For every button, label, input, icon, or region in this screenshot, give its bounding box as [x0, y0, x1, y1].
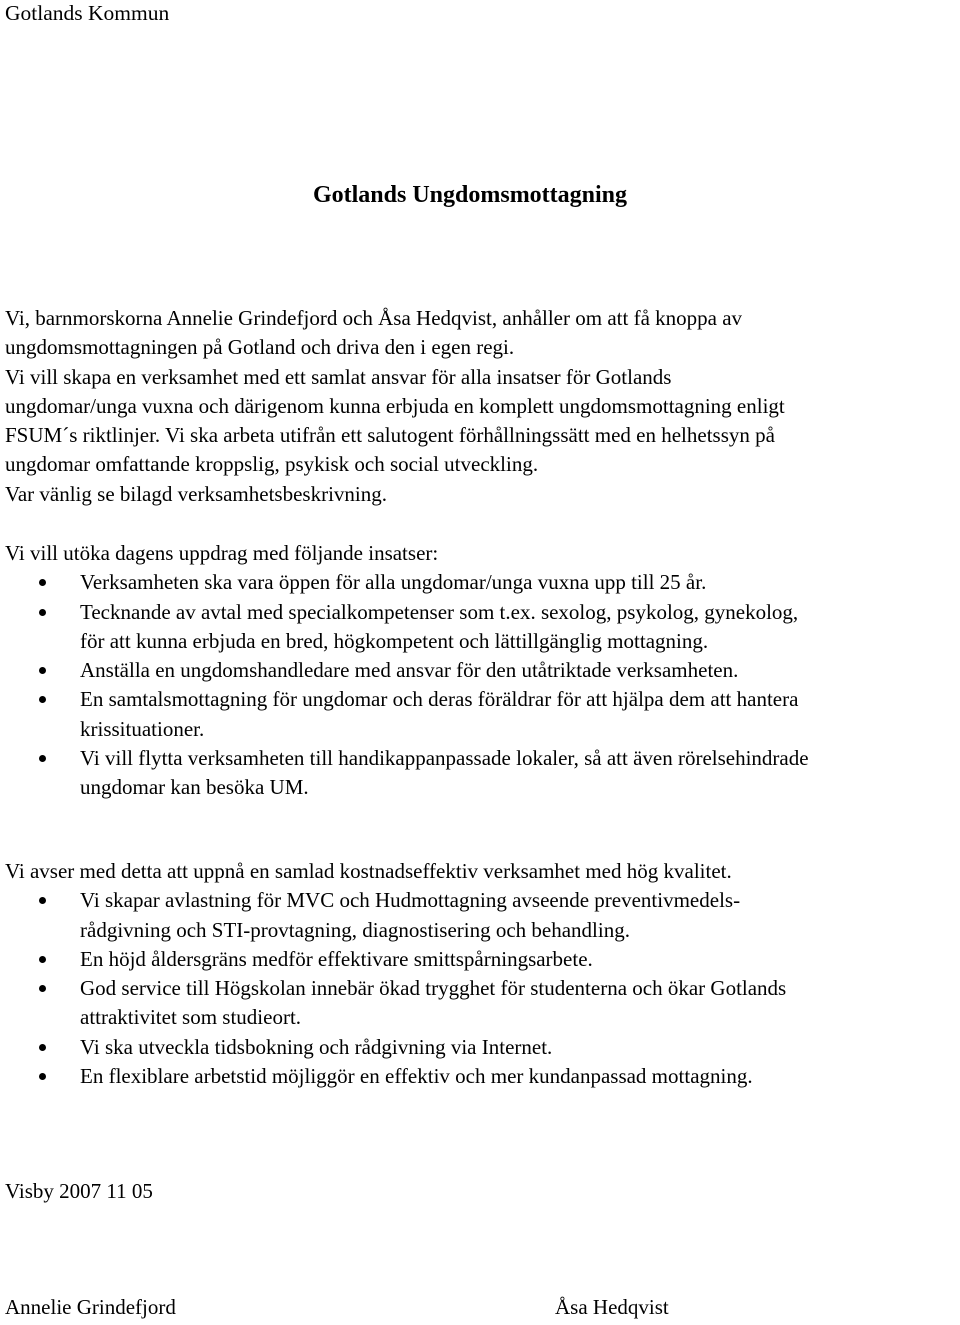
bullet-icon	[39, 1044, 46, 1051]
list-item-line: God service till Högskolan innebär ökad trygghet för studenterna och ökar Gotlands	[80, 976, 787, 1001]
expansion-section	[5, 539, 809, 803]
list-item-line: Anställa en ungdomshandledare med ansvar för den utåtriktade verksamheten.	[80, 658, 739, 683]
list-item-line: En samtalsmottagning för ungdomar och deras föräldrar för att hjälpa dem att hantera	[80, 687, 799, 712]
goals-heading: Vi avser med detta att uppnå en samlad kostnadseffektiv verksamhet med hög kvalitet.	[5, 859, 732, 883]
bullet-icon	[39, 696, 46, 703]
list-item-line: En höjd åldersgräns medför effektivare smittspårningsarbete.	[80, 946, 593, 971]
intro-line: Vi, barnmorskorna Annelie Grindefjord och Åsa Hedqvist, anhåller om att få knoppa av	[5, 306, 743, 330]
list-item-line: En flexiblare arbetstid möjliggör en effektiv och mer kundanpassad mottagning.	[80, 1064, 753, 1089]
list-item	[5, 598, 809, 657]
bullet-icon	[39, 985, 46, 992]
intro-line: ungdomsmottagningen på Gotland och driva den i egen regi.	[5, 335, 515, 360]
list-item-line: krissituationer.	[80, 716, 205, 741]
organization-header: Gotlands Kommun	[5, 1, 170, 25]
document-title: Gotlands Ungdomsmottagning	[312, 182, 628, 208]
bullet-icon	[39, 897, 46, 904]
intro-paragraph	[5, 304, 785, 509]
list-item-line: ungdomar kan besöka UM.	[80, 775, 309, 800]
list-item-line: attraktivitet som studieort.	[80, 1005, 302, 1030]
intro-line: ungdomar/unga vuxna och därigenom kunna erbjuda en komplett ungdomsmottagning enligt	[5, 393, 785, 418]
expansion-heading: Vi vill utöka dagens uppdrag med följande insatser:	[5, 541, 439, 565]
list-item-line: för att kunna erbjuda en bred, högkompetent och lättillgänglig mottagning.	[80, 628, 709, 653]
bullet-icon	[39, 755, 46, 762]
expansion-list	[5, 568, 809, 802]
place-date: Visby 2007 11 05	[5, 1179, 153, 1203]
list-item	[5, 945, 786, 974]
bullet-icon	[39, 609, 46, 616]
list-item-line: Vi ska utveckla tidsbokning och rådgivning via Internet.	[80, 1034, 553, 1059]
bullet-icon	[39, 667, 46, 674]
list-item-line: Vi skapar avlastning för MVC och Hudmottagning avseende preventivmedels-	[80, 888, 741, 913]
list-item-line: Verksamheten ska vara öppen för alla ungdomar/unga vuxna upp till 25 år.	[80, 570, 707, 595]
intro-line: ungdomar omfattande kroppslig, psykisk och social utveckling.	[5, 452, 539, 477]
list-item	[5, 1062, 786, 1091]
bullet-icon	[39, 956, 46, 963]
list-item	[5, 1033, 786, 1062]
bullet-icon	[39, 1073, 46, 1080]
intro-line: FSUM´s riktlinjer. Vi ska arbeta utifrån ett salutogent förhållningssätt med en helhetssyn på	[5, 423, 775, 448]
list-item	[5, 568, 809, 597]
intro-line: Var vänlig se bilagd verksamhetsbeskrivning.	[5, 481, 387, 506]
list-item	[5, 656, 809, 685]
intro-line: Vi vill skapa en verksamhet med ett samlat ansvar för alla insatser för Gotlands	[5, 364, 672, 389]
list-item-line: Vi vill flytta verksamheten till handikappanpassade lokaler, så att även rörelsehindrade	[80, 746, 809, 771]
list-item	[5, 744, 809, 803]
list-item	[5, 974, 786, 1033]
goals-list	[5, 886, 786, 1091]
list-item-line: rådgivning och STI-provtagning, diagnostisering och behandling.	[80, 917, 630, 942]
list-item	[5, 886, 786, 945]
goals-section	[5, 857, 786, 1091]
bullet-icon	[39, 579, 46, 586]
signatory-left: Annelie Grindefjord	[5, 1295, 176, 1319]
list-item	[5, 685, 809, 744]
signatory-right: Åsa Hedqvist	[555, 1295, 669, 1319]
list-item-line: Tecknande av avtal med specialkompetenser som t.ex. sexolog, psykolog, gynekolog,	[80, 599, 799, 624]
